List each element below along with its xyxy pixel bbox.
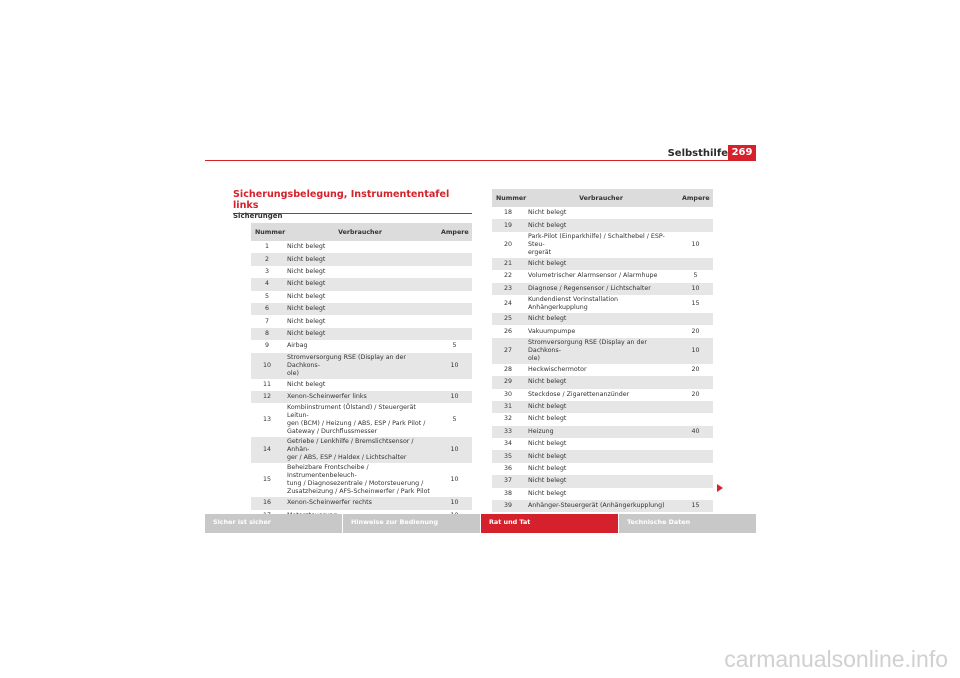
column-header-ampere: Ampere	[678, 189, 713, 207]
table-row	[251, 278, 472, 290]
ampere-value	[678, 219, 713, 231]
ampere-value	[678, 463, 713, 475]
consumer-name: Anhänger-Steuergerät (Anhängerkupplung)	[524, 500, 678, 512]
ampere-value	[437, 303, 472, 315]
consumer-name: Park-Pilot (Einparkhilfe) / Schalthebel / ESP-Steu- ergerät	[528, 232, 665, 256]
consumer-name: Diagnose / Regensensor / Lichtschalter	[524, 283, 678, 295]
fuse-number: 34	[503, 440, 512, 448]
page-header-title: Selbsthilfe	[667, 148, 728, 159]
ampere-value	[678, 376, 713, 388]
ampere-value: 10	[691, 240, 700, 248]
consumer-name: Volumetrischer Alarmsensor / Alarmhupe	[528, 272, 658, 280]
consumer-name: Kombiinstrument (Ölstand) / Steuergerät Leitun- gen (BCM) / Heizung / ABS, ESP / Park Pilot / Gateway / Durchflussmesser	[287, 404, 426, 436]
fuse-number: 14	[251, 437, 283, 463]
ampere-value: 5	[693, 272, 698, 280]
fuse-number: 7	[264, 317, 269, 325]
consumer-name: Nicht belegt	[283, 328, 437, 340]
table-row	[251, 379, 472, 391]
table-row	[492, 450, 713, 462]
fuse-number: 12	[251, 391, 283, 403]
fuse-number: 39	[492, 500, 524, 512]
column-header-consumer: Verbraucher	[283, 223, 437, 241]
ampere-value	[678, 207, 713, 219]
table-row	[492, 438, 713, 450]
fuse-number: 18	[503, 209, 512, 217]
fuse-number: 9	[264, 342, 269, 350]
ampere-value: 20	[691, 365, 700, 373]
fuse-number: 24	[503, 299, 512, 307]
ampere-value: 40	[678, 426, 713, 438]
table-row	[251, 463, 472, 497]
consumer-name: Heckwischermotor	[528, 365, 587, 373]
table-row	[492, 500, 713, 512]
table-row	[251, 391, 472, 403]
ampere-value: 10	[437, 391, 472, 403]
ampere-value: 10	[437, 353, 472, 379]
section-title: Sicherungsbelegung, Instrumententafel links	[233, 189, 472, 214]
footer-tab-hinweise-zur-bedienung[interactable]: Hinweise zur Bedienung	[343, 514, 480, 533]
chapter-footer-nav	[205, 514, 756, 533]
consumer-name: Nicht belegt	[283, 303, 437, 315]
consumer-name: Nicht belegt	[287, 292, 326, 300]
consumer-name: Nicht belegt	[287, 267, 326, 275]
fuse-number: 31	[492, 401, 524, 413]
table-row	[251, 497, 472, 509]
table-row	[251, 353, 472, 379]
fuse-number: 21	[492, 258, 524, 270]
fuse-number: 2	[251, 253, 283, 265]
consumer-name: Nicht belegt	[287, 243, 326, 251]
page-number: 269	[728, 145, 756, 161]
fuse-number: 35	[492, 450, 524, 462]
section-subtitle: Sicherungen	[233, 212, 283, 220]
consumer-name: Nicht belegt	[528, 209, 567, 217]
consumer-name: Nicht belegt	[528, 415, 567, 423]
ampere-value	[437, 278, 472, 290]
consumer-name: Nicht belegt	[528, 489, 567, 497]
table-row	[251, 437, 472, 463]
fuse-number: 23	[492, 283, 524, 295]
consumer-name: Nicht belegt	[287, 317, 326, 325]
table-row	[492, 325, 713, 337]
table-row	[251, 403, 472, 437]
fuse-number: 10	[251, 353, 283, 379]
table-row	[492, 376, 713, 388]
ampere-value	[678, 488, 713, 500]
arrow-right-icon	[717, 484, 723, 492]
ampere-value	[437, 291, 472, 303]
fuse-number: 38	[503, 489, 512, 497]
table-row	[492, 488, 713, 500]
fuse-number: 29	[492, 376, 524, 388]
table-row	[492, 338, 713, 364]
fuse-number: 30	[503, 390, 512, 398]
ampere-value	[437, 253, 472, 265]
fuse-number: 32	[503, 415, 512, 423]
fuse-number: 8	[251, 328, 283, 340]
fuse-number: 3	[264, 267, 269, 275]
ampere-value	[678, 313, 713, 325]
ampere-value	[678, 258, 713, 270]
table-row	[492, 389, 713, 401]
fuse-number: 1	[264, 243, 269, 251]
fuse-number: 6	[251, 303, 283, 315]
consumer-name: Airbag	[287, 342, 308, 350]
column-header-number: Nummer	[251, 223, 283, 241]
ampere-value: 15	[691, 299, 700, 307]
consumer-name: Beheizbare Frontscheibe / Instrumentenbeleuch- tung / Diagnosezentrale / Motorsteuerung / Zusatzheizung / AFS-Scheinwerfer / Park Pilot	[287, 464, 430, 496]
fuse-number: 13	[262, 416, 271, 424]
consumer-name: Kundendienst Vorinstallation Anhängerkupplung	[528, 295, 619, 311]
ampere-value: 10	[437, 497, 472, 509]
consumer-name: Nicht belegt	[524, 313, 678, 325]
fuse-number: 20	[503, 240, 512, 248]
table-row	[492, 207, 713, 219]
consumer-name: Getriebe / Lenkhilfe / Bremslichtsensor / Anhän- ger / ABS, ESP / Haldex / Lichtschalter	[283, 437, 437, 463]
consumer-name: Nicht belegt	[524, 258, 678, 270]
fuse-number: 19	[492, 219, 524, 231]
table-row	[251, 291, 472, 303]
consumer-name: Nicht belegt	[287, 380, 326, 388]
table-row	[492, 413, 713, 425]
table-row	[492, 364, 713, 376]
watermark: carmanualsonline.info	[724, 646, 948, 672]
footer-tab-technische-daten[interactable]: Technische Daten	[619, 514, 756, 533]
consumer-name: Nicht belegt	[524, 401, 678, 413]
ampere-value	[437, 328, 472, 340]
fuse-number: 4	[251, 278, 283, 290]
ampere-value	[678, 475, 713, 487]
consumer-name: Xenon-Scheinwerfer rechts	[283, 497, 437, 509]
fuse-table-right	[492, 189, 713, 512]
ampere-value	[678, 401, 713, 413]
footer-tab-rat-und-tat[interactable]: Rat und Tat	[481, 514, 618, 533]
fuse-number: 11	[262, 380, 271, 388]
table-row	[492, 258, 713, 270]
fuse-number: 22	[503, 272, 512, 280]
ampere-value	[678, 450, 713, 462]
table-row	[492, 270, 713, 282]
consumer-name: Nicht belegt	[524, 219, 678, 231]
ampere-value: 5	[452, 416, 457, 424]
table-row	[251, 266, 472, 278]
column-header-number: Nummer	[492, 189, 524, 207]
fuse-number: 28	[503, 365, 512, 373]
ampere-value: 15	[678, 500, 713, 512]
ampere-value	[437, 315, 472, 327]
ampere-value: 20	[691, 390, 700, 398]
table-row	[492, 295, 713, 313]
table-row	[492, 475, 713, 487]
table-row	[251, 315, 472, 327]
footer-tab-sicher-ist-sicher[interactable]: Sicher ist sicher	[205, 514, 342, 533]
table-row	[251, 241, 472, 253]
fuse-table-left	[251, 223, 472, 522]
column-header-ampere: Ampere	[437, 223, 472, 241]
table-row	[251, 328, 472, 340]
fuse-number: 36	[503, 465, 512, 473]
fuse-number: 27	[492, 338, 524, 364]
ampere-value: 5	[452, 342, 457, 350]
consumer-name: Nicht belegt	[528, 440, 567, 448]
consumer-name: Nicht belegt	[283, 253, 437, 265]
fuse-number: 16	[251, 497, 283, 509]
consumer-name: Nicht belegt	[283, 278, 437, 290]
ampere-value: 10	[437, 437, 472, 463]
consumer-name: Nicht belegt	[528, 465, 567, 473]
table-row	[492, 283, 713, 295]
ampere-value	[437, 266, 472, 278]
fuse-number: 5	[264, 292, 269, 300]
consumer-name: Nicht belegt	[524, 475, 678, 487]
table-row	[251, 340, 472, 352]
table-row	[492, 463, 713, 475]
ampere-value	[437, 379, 472, 391]
column-header-consumer: Verbraucher	[524, 189, 678, 207]
consumer-name: Xenon-Scheinwerfer links	[283, 391, 437, 403]
consumer-name: Nicht belegt	[524, 376, 678, 388]
table-row	[492, 232, 713, 258]
fuse-number: 25	[492, 313, 524, 325]
ampere-value	[437, 241, 472, 253]
ampere-value: 20	[691, 327, 700, 335]
consumer-name: Nicht belegt	[524, 450, 678, 462]
consumer-name: Heizung	[524, 426, 678, 438]
table-row	[251, 253, 472, 265]
table-row	[492, 313, 713, 325]
header-divider	[205, 160, 756, 161]
consumer-name: Stromversorgung RSE (Display an der Dachkons- ole)	[524, 338, 678, 364]
table-row	[492, 426, 713, 438]
ampere-value: 10	[450, 476, 459, 484]
fuse-number: 26	[503, 327, 512, 335]
table-row	[492, 401, 713, 413]
fuse-number: 37	[492, 475, 524, 487]
consumer-name: Stromversorgung RSE (Display an der Dachkons- ole)	[283, 353, 437, 379]
table-row	[492, 219, 713, 231]
fuse-number: 33	[492, 426, 524, 438]
ampere-value	[678, 413, 713, 425]
consumer-name: Vakuumpumpe	[528, 327, 576, 335]
ampere-value	[678, 438, 713, 450]
fuse-number: 15	[262, 476, 271, 484]
consumer-name: Steckdose / Zigarettenanzünder	[528, 390, 630, 398]
ampere-value: 10	[678, 338, 713, 364]
ampere-value: 10	[678, 283, 713, 295]
table-row	[251, 303, 472, 315]
